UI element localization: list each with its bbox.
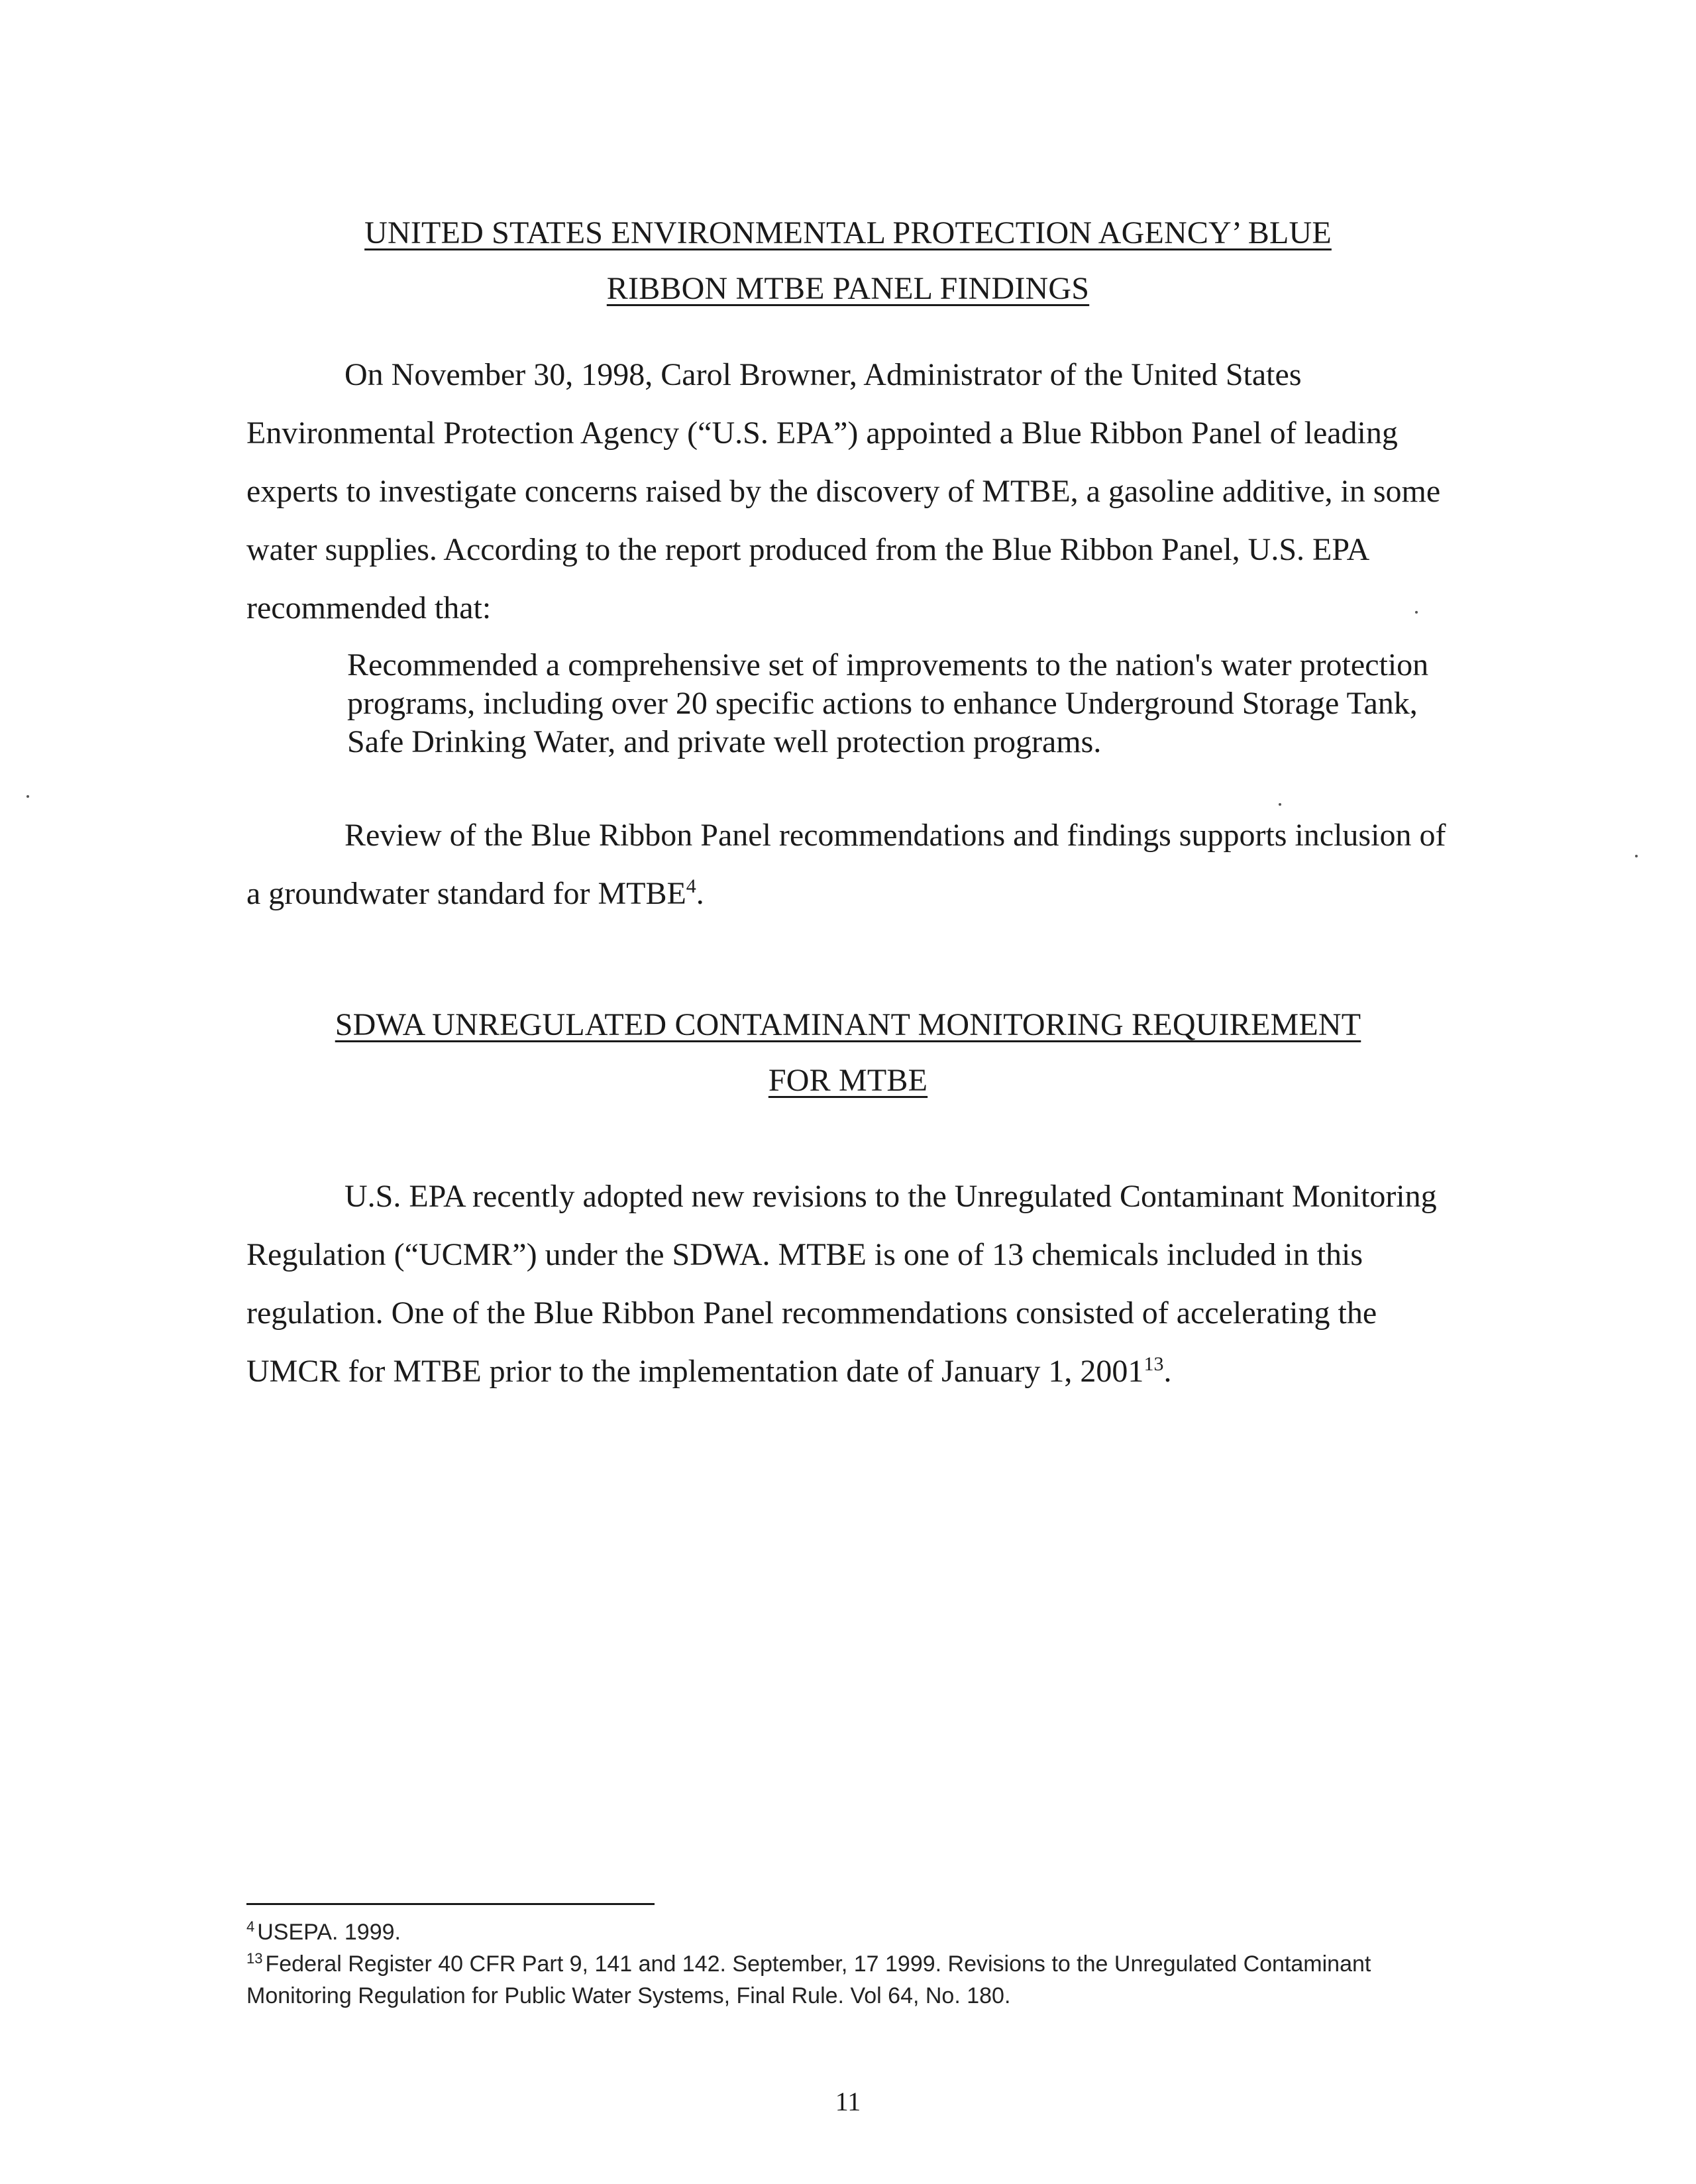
scan-speck	[1635, 855, 1638, 857]
page-number: 11	[835, 2087, 861, 2116]
paragraph-end: .	[696, 876, 704, 911]
footnote-divider	[246, 1903, 655, 1905]
footnote	[246, 1916, 1452, 1948]
paragraph-text: U.S. EPA recently adopted new revisions to the Unregulated Contaminant Monitoring Regulation (“UCMR”) under the SDWA. MTBE is one of 13 chemicals included in this regulation. One of the Blue Ribbon Panel recommendations consisted of accelerating the UMCR for MTBE prior to the implementation date of January 1, 2001	[246, 1179, 1437, 1389]
section-heading-blue-ribbon	[0, 205, 1696, 317]
section-heading-sdwa	[0, 997, 1696, 1109]
body-paragraph-review	[246, 806, 1452, 923]
scan-speck	[26, 795, 29, 798]
footnote-text: USEPA. 1999.	[257, 1920, 401, 1945]
heading-line: UNITED STATES ENVIRONMENTAL PROTECTION AGENCY’ BLUE	[364, 215, 1332, 250]
body-paragraph-ucmr	[246, 1168, 1452, 1401]
footnote-reference[interactable]: 4	[686, 875, 696, 897]
heading-line: RIBBON MTBE PANEL FINDINGS	[606, 271, 1090, 306]
body-paragraph: On November 30, 1998, Carol Browner, Administrator of the United States Environmental Protection Agency (“U.S. EPA”) appointed a Blue Ribbon Panel of leading experts to investigate concerns raised by the discovery of MTBE, a gasoline additive, in some water supplies. According to the report produced from the Blue Ribbon Panel, U.S. EPA recommended that:	[246, 357, 1441, 626]
block-quote: Recommended a comprehensive set of improvements to the nation's water protection programs, including over 20 specific actions to enhance Underground Storage Tank, Safe Drinking Water, and private well protection programs.	[347, 647, 1429, 759]
footnote-marker: 4	[246, 1918, 255, 1935]
scan-speck	[1279, 803, 1281, 806]
footnote	[246, 1948, 1452, 2012]
footnote-text: Federal Register 40 CFR Part 9, 141 and 142. September, 17 1999. Revisions to the Unregulated Contaminant Monitoring Regulation for Public Water Systems, Final Rule. Vol 64, No. 180.	[246, 1951, 1371, 2008]
scan-speck	[1415, 611, 1418, 614]
paragraph-end: .	[1163, 1354, 1172, 1389]
heading-line: SDWA UNREGULATED CONTAMINANT MONITORING REQUIREMENT	[335, 1007, 1361, 1042]
footnote-marker: 13	[246, 1949, 263, 1967]
heading-line: FOR MTBE	[768, 1063, 928, 1098]
footnote-reference[interactable]: 13	[1143, 1353, 1164, 1375]
paragraph-text: Review of the Blue Ribbon Panel recommendations and findings supports inclusion of a groundwater standard for MTBE	[246, 818, 1446, 911]
